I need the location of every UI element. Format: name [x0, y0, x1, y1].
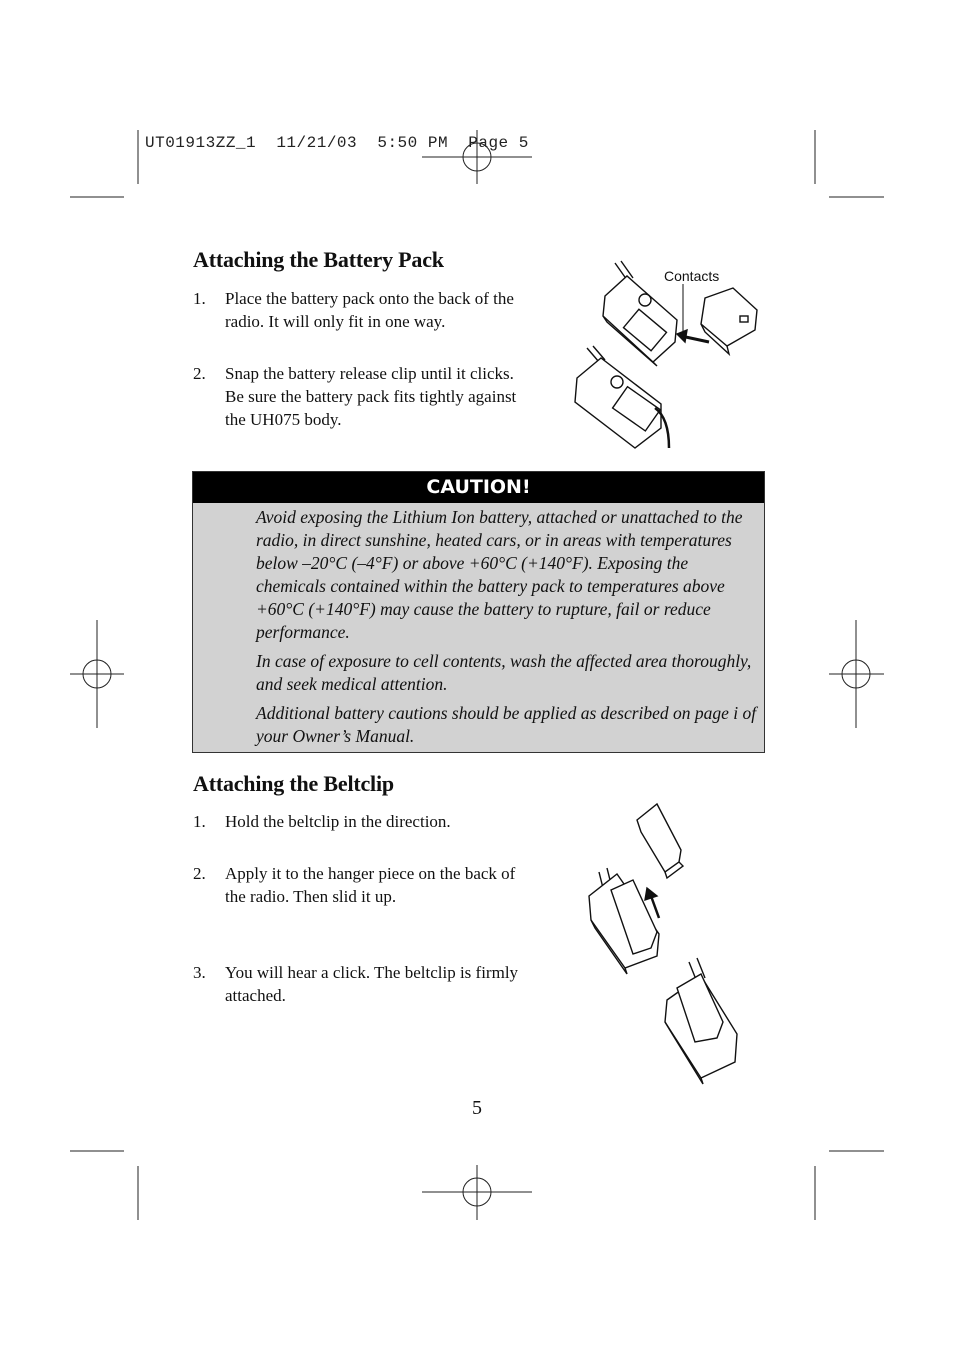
registration-mark-top [422, 130, 532, 184]
step-text: Apply it to the hanger piece on the back of the radio. Then slid it up. [225, 864, 516, 906]
step-text: Place the battery pack onto the back of the radio. It will only fit in one way. [225, 289, 514, 331]
beltclip-step-1 [193, 810, 543, 836]
step-number: 3. [193, 963, 206, 982]
beltclip-step-2 [193, 862, 543, 912]
caution-box [192, 471, 765, 753]
beltclip-section-title: Attaching the Beltclip [193, 771, 394, 796]
registration-mark-left [70, 620, 124, 728]
caution-paragraph: Additional battery cautions should be applied as described on page i of your Owner’s Manual. [256, 703, 757, 746]
step-text: Snap the battery release clip until it clicks. Be sure the battery pack fits tightly against the UH075 body. [225, 364, 517, 429]
contacts-label: Contacts [664, 268, 720, 284]
page-number: 5 [472, 1097, 482, 1119]
registration-mark-bottom [422, 1165, 532, 1220]
registration-mark-right [829, 620, 884, 728]
battery-step-1 [193, 287, 543, 337]
caution-body [256, 506, 761, 754]
battery-step-2 [193, 362, 543, 434]
beltclip-illustration [585, 802, 755, 1092]
battery-pack-illustration [565, 258, 765, 453]
step-text: Hold the beltclip in the direction. [225, 812, 451, 831]
print-slug: UT01913ZZ_1 11/21/03 5:50 PM Page 5 [145, 134, 529, 152]
step-number: 1. [193, 289, 206, 308]
step-number: 2. [193, 364, 206, 383]
step-text: You will hear a click. The beltclip is firmly attached. [225, 963, 519, 1005]
beltclip-step-3 [193, 961, 543, 1011]
caution-paragraph: In case of exposure to cell contents, wash the affected area thoroughly, and seek medical attention. [256, 651, 752, 694]
caution-heading: CAUTION! [193, 472, 764, 503]
battery-section-title: Attaching the Battery Pack [193, 247, 444, 272]
step-number: 1. [193, 812, 206, 831]
step-number: 2. [193, 864, 206, 883]
caution-paragraph: Avoid exposing the Lithium Ion battery, attached or unattached to the radio, in direct sunshine, heated cars, or in areas with temperatures below –20°C (–4°F) or above +60°C (+140°F). Exposing the chemicals contained within the battery pack to temperatures above +60°C (+140°F) may cause the battery to rupture, fail or reduce performance. [256, 507, 743, 642]
